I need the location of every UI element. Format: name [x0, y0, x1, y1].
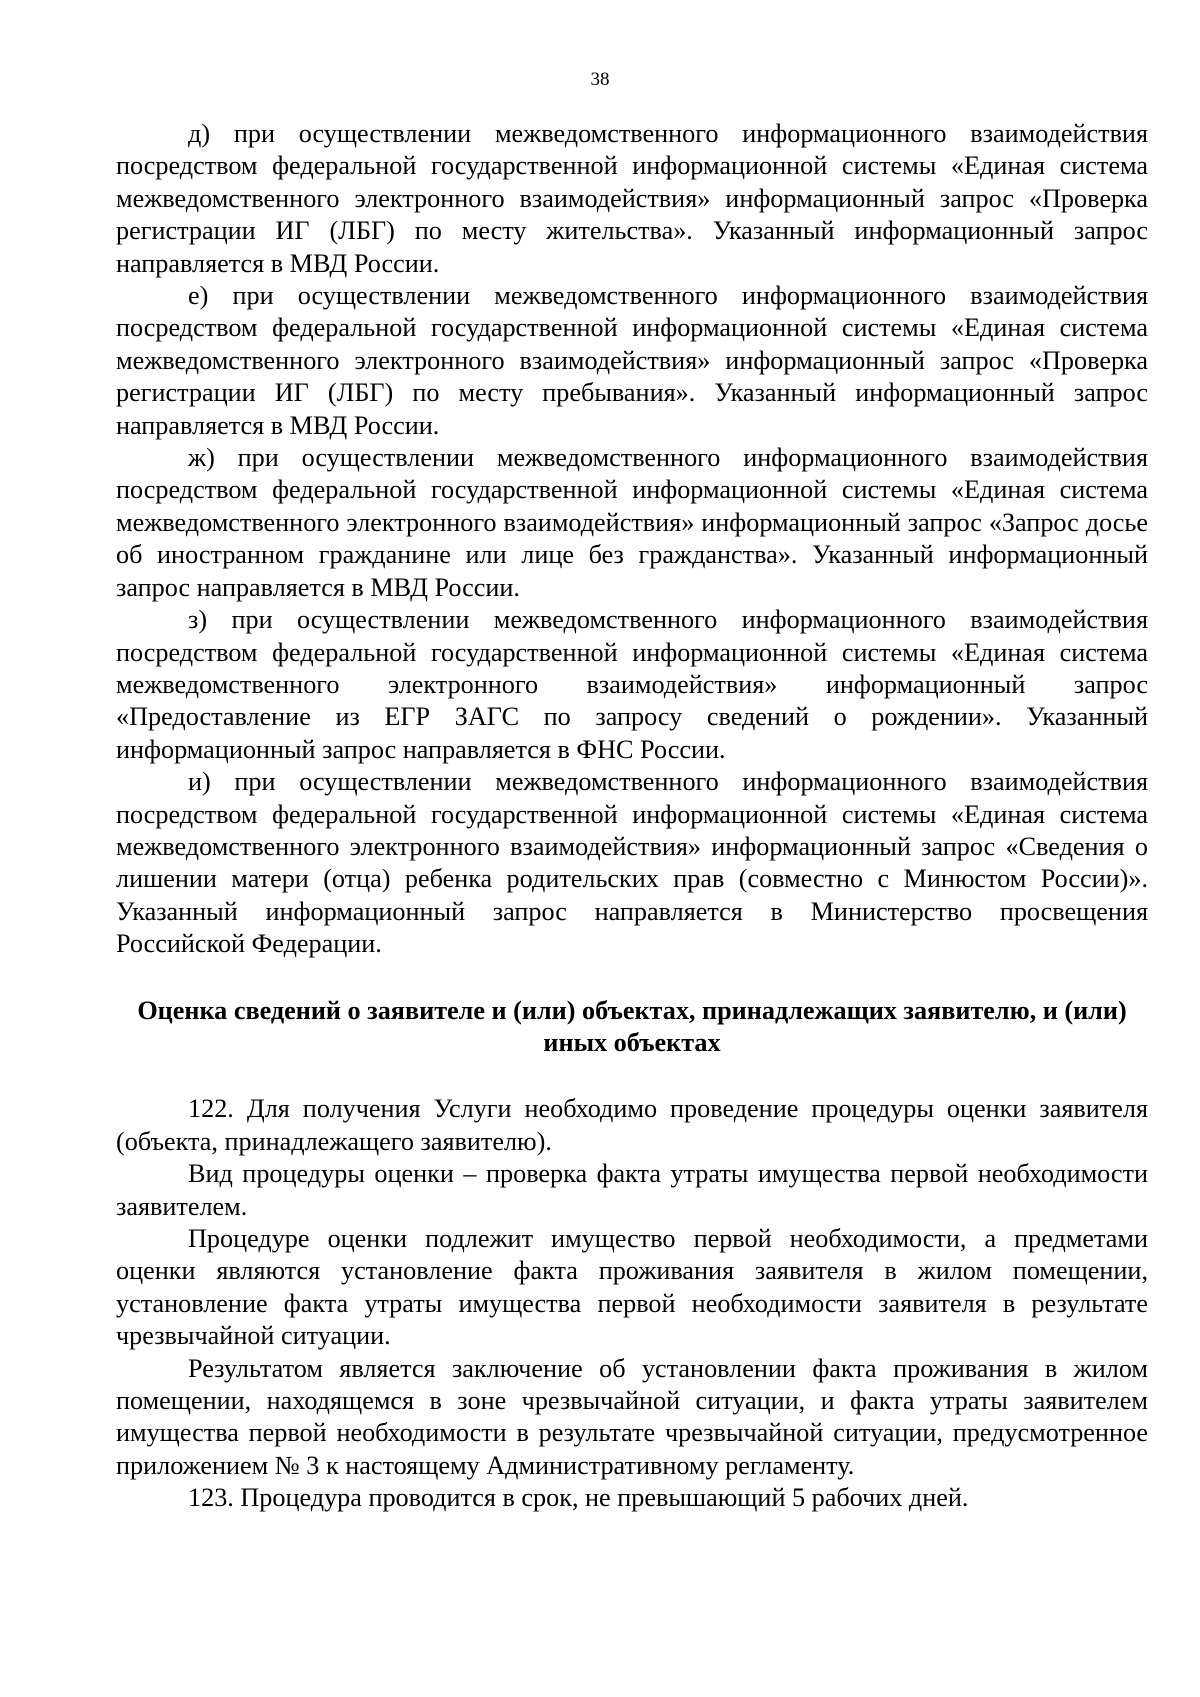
document-body [116, 118, 1148, 1515]
paragraph-e: е) при осуществлении межведомственного информационного взаимодействия посредством федеральной государственной информационной системы «Единая система межведомственного электронного взаимодействия» информационный запрос «Проверка регистрации ИГ (ЛБГ) по месту пребывания». Указанный информационный запрос направляется в МВД России. [116, 281, 1148, 440]
page-number: 38 [590, 69, 610, 90]
paragraph-z: з) при осуществлении межведомственного информационного взаимодействия посредством федеральной государственной информационной системы «Единая система межведомственного электронного взаимодействия» информационный запрос «Предоставление из ЕГР ЗАГС по запросу сведений о рождении». Указанный информационный запрос направляется в ФНС России. [116, 605, 1148, 764]
paragraph-d: д) при осуществлении межведомственного информационного взаимодействия посредством федеральной государственной информационной системы «Единая система межведомственного электронного взаимодействия» информационный запрос «Проверка регистрации ИГ (ЛБГ) по месту жительства». Указанный информационный запрос направляется в МВД России. [116, 119, 1148, 278]
section-heading: Оценка сведений о заявителе и (или) объектах, принадлежащих заявителю, и (или) иных объектах [137, 995, 1127, 1057]
paragraph-zh: ж) при осуществлении межведомственного информационного взаимодействия посредством федеральной государственной информационной системы «Единая система межведомственного электронного взаимодействия» информационный запрос «Запрос досье об иностранном гражданине или лице без гражданства». Указанный информационный запрос направляется в МВД России. [116, 443, 1148, 602]
paragraph-procedure-type: Вид процедуры оценки – проверка факта утраты имущества первой необходимости заявителем. [116, 1159, 1148, 1221]
paragraph-procedure-subject: Процедуре оценки подлежит имущество первой необходимости, а предметами оценки являются установление факта проживания заявителя в жилом помещении, установление факта утраты имущества первой необходимости заявителя в результате чрезвычайной ситуации. [116, 1224, 1148, 1351]
paragraph-i: и) при осуществлении межведомственного информационного взаимодействия посредством федеральной государственной информационной системы «Единая система межведомственного электронного взаимодействия» информационный запрос «Сведения о лишении матери (отца) ребенка родительских прав (совместно с Минюстом России)». Указанный информационный запрос направляется в Министерство просвещения Российской Федерации. [116, 767, 1148, 959]
paragraph-123: 123. Процедура проводится в срок, не превышающий 5 рабочих дней. [188, 1483, 969, 1513]
paragraph-122: 122. Для получения Услуги необходимо проведение процедуры оценки заявителя (объекта, принадлежащего заявителю). [116, 1094, 1148, 1156]
paragraph-result: Результатом является заключение об установлении факта проживания в жилом помещении, находящемся в зоне чрезвычайной ситуации, и факта утраты заявителем имущества первой необходимости в результате чрезвычайной ситуации, предусмотренное приложением № 3 к настоящему Административному регламенту. [116, 1353, 1148, 1480]
